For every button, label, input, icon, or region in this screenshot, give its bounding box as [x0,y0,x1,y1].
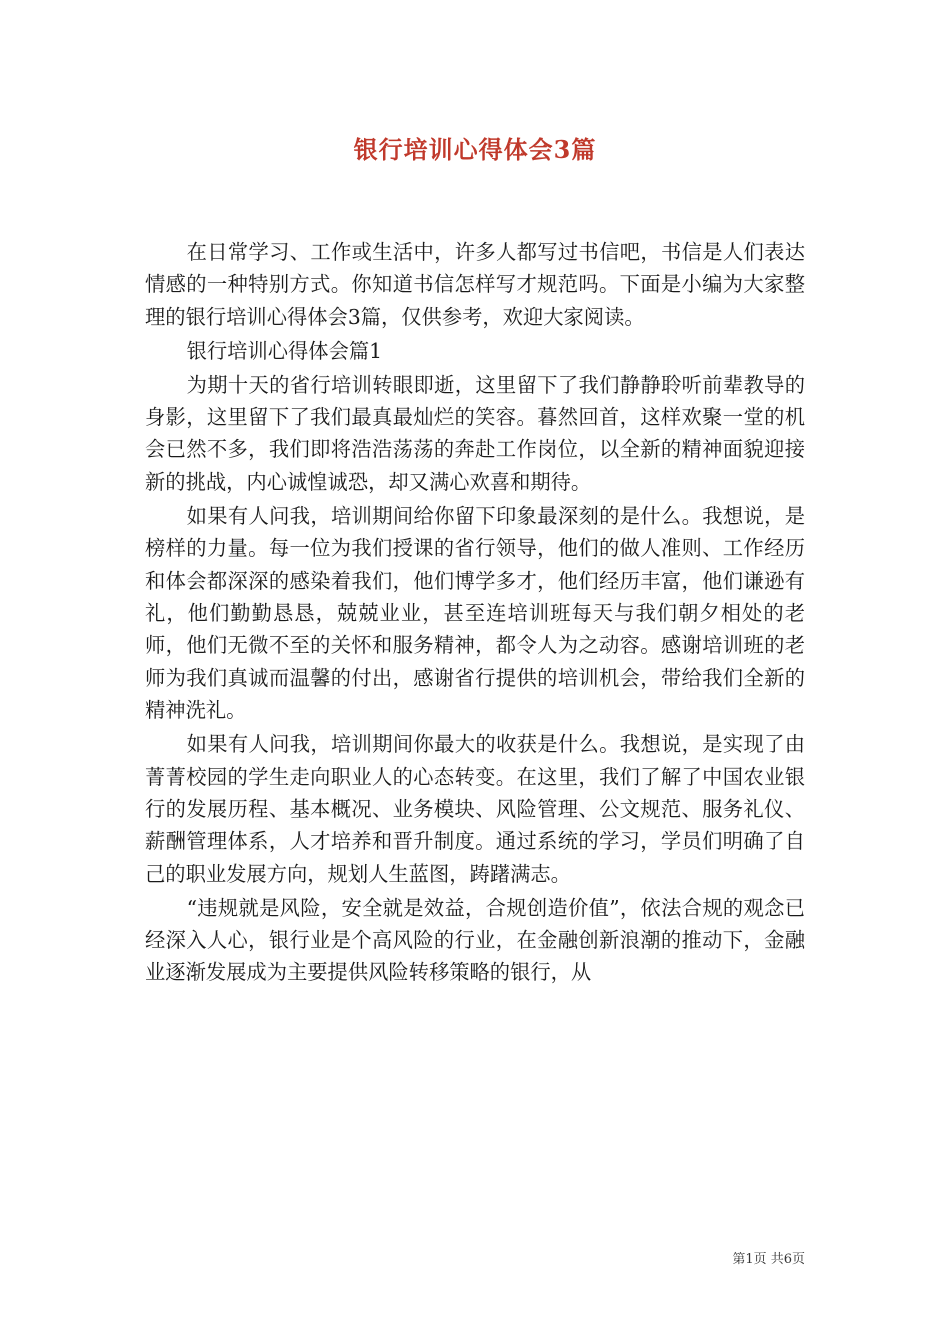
page-number: 第1页 共6页 [732,1252,805,1267]
paragraph: 如果有人问我，培训期间给你留下印象最深刻的是什么。我想说，是榜样的力量。每一位为我们授课的省行领导，他们的做人准则、工作经历和体会都深深的感染着我们，他们博学多才，他们经历丰富，他们谦逊有礼，他们勤勤恳恳，兢兢业业，甚至连培训班每天与我们朝夕相处的老师，他们无微不至的关怀和服务精神，都令人为之动容。感谢培训班的老师为我们真诚而温馨的付出，感谢省行提供的培训机会，带给我们全新的精神洗礼。 [145,503,805,723]
paragraph: “违规就是风险，安全就是效益，合规创造价值”，依法合规的观念已经深入人心，银行业是个高风险的行业，在金融创新浪潮的推动下，金融业逐渐发展成为主要提供风险转移策略的银行，从 [145,895,805,985]
document-title: 银行培训心得体会3篇 [353,135,597,164]
paragraph: 如果有人问我，培训期间你最大的收获是什么。我想说，是实现了由菁菁校园的学生走向职业人的心态转变。在这里，我们了解了中国农业银行的发展历程、基本概况、业务模块、风险管理、公文规范、服务礼仪、薪酬管理体系，人才培养和晋升制度。通过系统的学习，学员们明确了自己的职业发展方向，规划人生蓝图，踌躇满志。 [145,732,805,886]
paragraph: 为期十天的省行培训转眼即逝，这里留下了我们静静聆听前辈教导的身影，这里留下了我们最真最灿烂的笑容。暮然回首，这样欢聚一堂的机会已然不多，我们即将浩浩荡荡的奔赴工作岗位，以全新的精神面貌迎接新的挑战，内心诚惶诚恐，却又满心欢喜和期待。 [145,372,805,494]
document-body [145,236,805,990]
section-heading: 银行培训心得体会篇1 [186,338,383,363]
paragraph-intro: 在日常学习、工作或生活中，许多人都写过书信吧，书信是人们表达情感的一种特别方式。你知道书信怎样写才规范吗。下面是小编为大家整理的银行培训心得体会3篇，仅供参考，欢迎大家阅读。 [145,240,805,329]
